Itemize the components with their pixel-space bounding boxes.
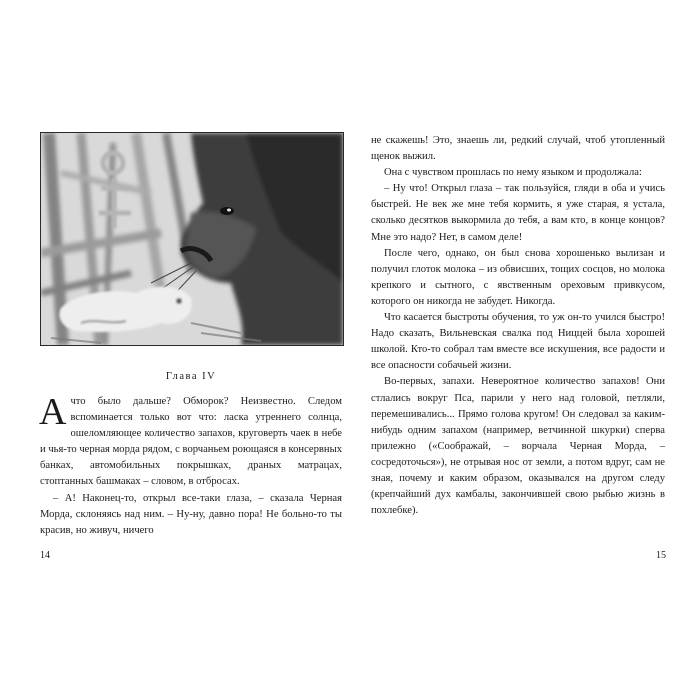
paragraph: После чего, однако, он был снова хорошенько вылизан и получил глоток молока – из обвисших, тощих сосцов, но молока крепкого и сытного, с явственным ореховым привкусом, которого он никогда не забудет. Никогда. [371,247,665,307]
paragraph: Что касается быстроты обучения, то уж он-то учился быстро! Надо сказать, Вильневская свалка под Ниццей была хорошей школой. Кто-то собрал там вместе все искушения, все радости и все опасности собачьей жизни. [371,312,665,372]
right-page-body [371,133,665,519]
page-number-right: 15 [656,550,666,561]
dog-and-puppy-illustration [40,132,344,346]
paragraph-text: что было дальше? Обморок? Неизвестно. Следом вспоминается только вот что: ласка утреннего солнца, ошеломляющее количество запахов, круговерть чаек в небе и чья-то черная морда рядом, с ворчаньем роющаяся в консервных банках, автомобильных покрышках, драных матрацах, стоптанных башмаках – словом, в отбросах. [40,396,342,488]
illustration-drawing [41,133,343,345]
right-page [346,0,691,691]
paragraph: не скажешь! Это, знаешь ли, редкий случай, чтоб утопленный щенок выжил. [371,135,665,163]
paragraph: Во-первых, запахи. Невероятное количество запахов! Они стлались вокруг Пса, парили у него над головой, петляли, перемешивались... Прямо голова кругом! Он следовал за каким-нибудь одним запахом (например, ветчинной шкурки) сперва прилежно («Соображай, – ворчала Черная Морда, – сосредоточься»), не отрывая нос от земли, а потом вдруг, сам не зная, почему и каким образом, оказывался на другом следу (крепчайший дух камбалы, закончившей свою рыбью жизнь в похлебке). [371,376,665,517]
paragraph [39,391,342,491]
paragraph: – А! Наконец-то, открыл все-таки глаза, – сказала Черная Морда, склоняясь над ним. – Ну-ну, давно пора! Не больно-то ты красив, но живуч, ничего [40,492,342,536]
paragraph: – Ну что! Открыл глаза – так пользуйся, гляди в оба и учись быстрей. Не век же мне тебя кормить, я уже старая, я устала, сколько десятков выкормила до тебя, а вам кто, в конце концов? Мне это надо? Нет, в самом деле! [371,183,665,243]
left-page-body [39,391,342,539]
page-number-left: 14 [40,550,50,561]
drop-cap: А [39,391,67,433]
chapter-title: Глава IV [165,371,217,382]
left-page [0,0,345,691]
paragraph: Она с чувством прошлась по нему языком и продолжала: [384,167,642,179]
